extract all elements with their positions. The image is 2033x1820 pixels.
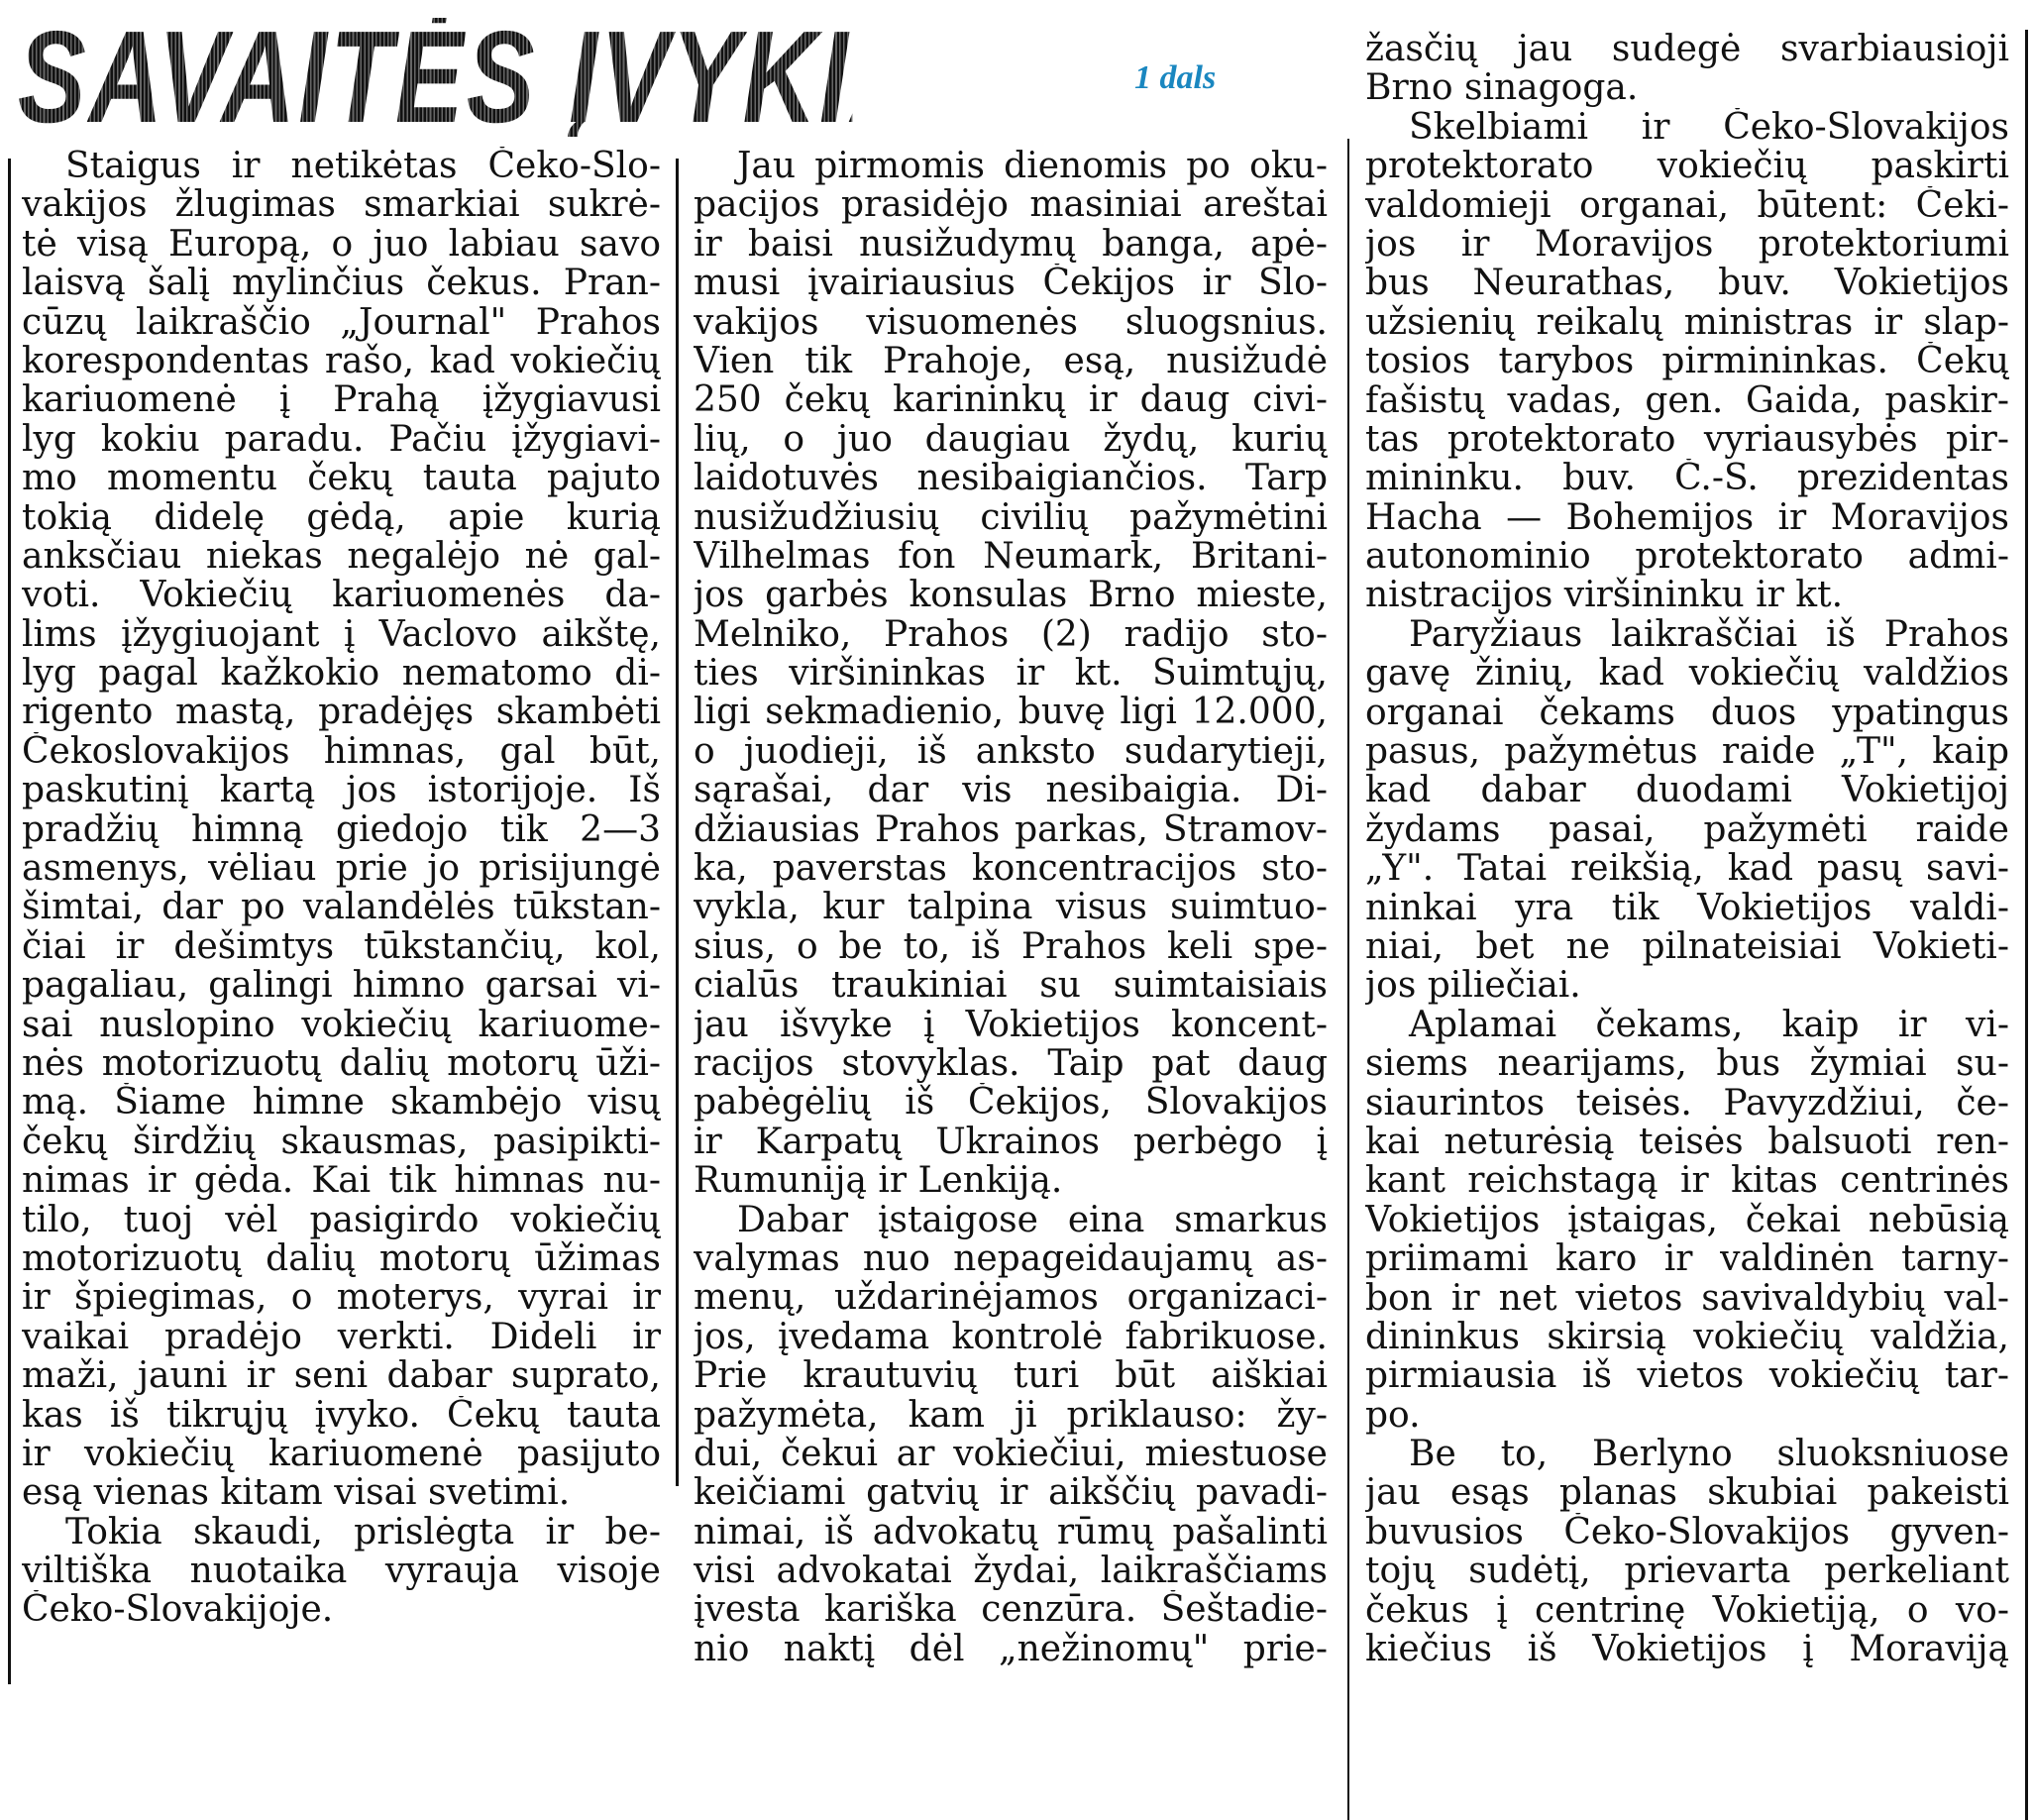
text-line: jau esąs planas skubiai pakeisti bbox=[1365, 1473, 2009, 1513]
text-line: sius, o be to, iš Prahos keli spe- bbox=[694, 926, 1328, 967]
text-line: motorizuotų dalių motorų ūžimas bbox=[22, 1238, 661, 1279]
text-line: paskutinį kartą jos istorijoje. Iš bbox=[22, 771, 661, 810]
text-line: Prie krautuvių turi būt aiškiai bbox=[694, 1356, 1328, 1396]
text-line: tė visą Europą, o juo labiau savo bbox=[22, 224, 661, 265]
text-line: Staigus ir netikėtas Čeko-Slo- bbox=[65, 147, 661, 186]
text-line: įvesta kariška cenzūra. Šeštadie- bbox=[694, 1590, 1328, 1630]
text-line: Čekoslovakijos himnas, gal būt, bbox=[22, 731, 661, 772]
text-line: čekus į centrinę Vokietiją, o vo- bbox=[1365, 1590, 2009, 1631]
article-column-1 bbox=[22, 147, 661, 1630]
text-line: Brno sinagoga. bbox=[1365, 68, 1639, 108]
text-line: organai čekams duos ypatingus bbox=[1365, 693, 2009, 733]
text-line: racijos stovyklas. Taip pat daug bbox=[694, 1043, 1328, 1084]
text-line: siaurintos teisės. Pavyzdžiui, če- bbox=[1365, 1083, 2009, 1123]
text-line: kiečius iš Vokietijos į Moraviją bbox=[1365, 1630, 2009, 1669]
column-rule-1 bbox=[676, 159, 679, 1486]
text-line: priimami karo ir valdinėn tarny- bbox=[1365, 1239, 2009, 1279]
article-column-3 bbox=[1365, 30, 2009, 1668]
text-line: musi įvairiausius Čekijos ir Slo- bbox=[694, 264, 1328, 303]
text-line: sąrašai, dar vis nesibaigia. Di- bbox=[694, 771, 1328, 810]
text-line: žydams pasai, pažymėti raide bbox=[1365, 809, 2009, 850]
text-line: buvusios Čeko-Slovakijos gyven- bbox=[1365, 1512, 2009, 1552]
text-line: ninkai yra tik Vokietijos valdi- bbox=[1365, 888, 2009, 927]
text-line: ir Karpatų Ukrainos perbėgo į bbox=[694, 1122, 1328, 1162]
text-line: rigento mastą, pradėjęs skambėti bbox=[22, 693, 661, 732]
text-line: Melniko, Prahos (2) radijo sto- bbox=[694, 614, 1328, 655]
part-label: 1 dals bbox=[1134, 59, 1217, 96]
text-line: Tokia skaudi, prislėgta ir be- bbox=[65, 1512, 661, 1552]
article-column-2 bbox=[694, 147, 1328, 1668]
text-line: jos ir Moravijos protektoriumi bbox=[1365, 224, 2009, 265]
text-line: maži, jauni ir seni dabar suprato, bbox=[22, 1356, 661, 1396]
text-line: fašistų vadas, gen. Gaida, paskir- bbox=[1365, 380, 2009, 420]
text-line: Hacha — Bohemijos ir Moravijos bbox=[1365, 497, 2009, 538]
text-line: pažymėta, kam ji priklauso: žy- bbox=[694, 1395, 1328, 1435]
text-line: tilo, tuoj vėl pasigirdo vokiečių bbox=[22, 1200, 661, 1239]
text-line: Be to, Berlyno sluoksniuose bbox=[1409, 1435, 2009, 1474]
text-line: sai nuslopino vokiečių kariuome- bbox=[22, 1005, 661, 1044]
text-line: kariuomenė į Prahą įžygiavusi bbox=[22, 380, 661, 420]
text-line: o juodieji, iš anksto sudarytieji, bbox=[694, 731, 1328, 772]
text-line: ir vokiečių kariuomenė pasijuto bbox=[22, 1434, 661, 1474]
text-line: dininkus skirsią vokiečių valdžia, bbox=[1365, 1317, 2009, 1357]
text-line: čekų širdžių skausmas, pasipikti- bbox=[22, 1122, 661, 1162]
text-line: užsienių reikalų ministras ir slap- bbox=[1365, 302, 2009, 343]
text-line: pacijos prasidėjo masiniai areštai bbox=[694, 185, 1328, 225]
text-line: lyg pagal kažkokio nematomo di- bbox=[22, 654, 661, 694]
text-line: lyg kokiu paradu. Pačiu įžygiavi- bbox=[22, 419, 661, 460]
text-line: lims įžygiuojant į Vaclovo aikštę, bbox=[22, 614, 661, 655]
text-line: jos piliečiai. bbox=[1365, 966, 1581, 1006]
text-line: pagaliau, galingi himno garsai vi- bbox=[22, 966, 661, 1006]
text-line: valymas nuo nepageidaujamų as- bbox=[694, 1238, 1328, 1279]
text-line: Jau pirmomis dienomis po oku- bbox=[737, 147, 1328, 186]
text-line: Skelbiami ir Čeko-Slovakijos bbox=[1409, 107, 2009, 148]
text-line: kai neturėsią teisės balsuoti ren- bbox=[1365, 1122, 2009, 1162]
text-line: tojų sudėtį, prievarta perkeliant bbox=[1365, 1552, 2009, 1591]
text-line: ligi sekmadienio, buvę ligi 12.000, bbox=[694, 693, 1328, 732]
text-line: gavę žinių, kad vokiečių valdžios bbox=[1365, 654, 2009, 694]
text-line: Rumuniją ir Lenkiją. bbox=[694, 1161, 1063, 1201]
text-line: Dabar įstaigose eina smarkus bbox=[737, 1200, 1328, 1239]
text-line: nimai, iš advokatų rūmų pašalinti bbox=[694, 1512, 1328, 1552]
text-line: niai, bet ne pilnateisiai Vokieti- bbox=[1365, 926, 2009, 967]
text-line: džiausias Prahos parkas, Stramov- bbox=[694, 809, 1328, 850]
text-line: viltiška nuotaika vyrauja visoje bbox=[22, 1552, 661, 1591]
text-line: voti. Vokiečių kariuomenės da- bbox=[22, 576, 661, 615]
text-line: Paryžiaus laikraščiai iš Prahos bbox=[1409, 614, 2009, 655]
text-line: korespondentas rašo, kad vokiečių bbox=[22, 341, 661, 381]
text-line: siems nearijams, bus žymiai su- bbox=[1365, 1044, 2009, 1084]
text-line: jos, įvedama kontrolė fabrikuose. bbox=[694, 1317, 1328, 1357]
text-line: 250 čekų karininkų ir daug civi- bbox=[694, 380, 1328, 420]
text-line: mininku. buv. Č.-S. prezidentas bbox=[1365, 459, 2009, 498]
text-line: keičiami gatvių ir aikščių pavadi- bbox=[694, 1473, 1328, 1513]
text-line: tas protektorato vyriausybės pir- bbox=[1365, 419, 2009, 460]
text-line: kad dabar duodami Vokietijoj bbox=[1365, 771, 2009, 810]
text-line: menų, uždarinėjamos organizaci- bbox=[694, 1278, 1328, 1318]
text-line: pirmiausia iš vietos vokiečių tar- bbox=[1365, 1356, 2009, 1396]
text-line: žasčių jau sudegė svarbiausioji bbox=[1365, 30, 2009, 69]
text-line: dui, čekui ar vokiečiui, miestuose bbox=[694, 1434, 1328, 1474]
text-line: nės motorizuotų dalių motorų ūži- bbox=[22, 1043, 661, 1084]
text-line: laidotuvės nesibaigiančios. Tarp bbox=[694, 459, 1328, 498]
text-line: pasus, pažymėtus raide „T", kaip bbox=[1365, 732, 2009, 772]
text-line: bus Neurathas, buv. Vokietijos bbox=[1365, 264, 2009, 303]
text-line: nio naktį dėl „nežinomų" prie- bbox=[694, 1629, 1328, 1669]
text-line: ties viršininkas ir kt. Suimtųjų, bbox=[694, 654, 1328, 694]
text-line: kas iš tikrųjų įvyko. Čekų tauta bbox=[22, 1395, 661, 1435]
text-line: bon ir net vietos savivaldybių val- bbox=[1365, 1278, 2009, 1318]
text-line: vakijos žlugimas smarkiai sukrė- bbox=[22, 185, 661, 225]
text-line: jau išvyke į Vokietijos koncent- bbox=[694, 1005, 1328, 1044]
text-line: Vilhelmas fon Neumark, Britani- bbox=[694, 536, 1328, 577]
text-line: mo momentu čekų tauta pajuto bbox=[22, 459, 661, 498]
text-line: vakijos visuomenės sluogsnius. bbox=[694, 302, 1328, 342]
text-line: nistracijos viršininku ir kt. bbox=[1365, 576, 1844, 615]
text-line: pabėgėlių iš Čekijos, Slovakijos bbox=[694, 1083, 1328, 1123]
text-line: protektorato vokiečių paskirti bbox=[1365, 147, 2009, 186]
text-line: kant reichstagą ir kitas centrinės bbox=[1365, 1161, 2009, 1201]
text-line: Aplamai čekams, kaip ir vi- bbox=[1409, 1005, 2009, 1045]
column-rule-left bbox=[8, 159, 11, 1684]
text-line: lių, o juo daugiau žydų, kurių bbox=[694, 419, 1328, 460]
text-line: ka, paverstas koncentracijos sto- bbox=[694, 849, 1328, 889]
headline: SAVAITĖS ĮVYKIAI bbox=[18, 4, 960, 150]
column-rule-right bbox=[2025, 30, 2028, 1820]
column-rule-2 bbox=[1347, 139, 1349, 1820]
text-line: „Y". Tatai reikšią, kad pasų savi- bbox=[1365, 849, 2009, 889]
text-line: po. bbox=[1365, 1395, 1421, 1436]
text-line: Čeko-Slovakijoje. bbox=[22, 1590, 334, 1630]
text-line: esą vienas kitam visai svetimi. bbox=[22, 1473, 571, 1513]
text-line: tokią didelę gėdą, apie kurią bbox=[22, 497, 661, 537]
text-line: asmenys, vėliau prie jo prisijungė bbox=[22, 849, 661, 889]
text-line: tosios tarybos pirmininkas. Čekų bbox=[1365, 342, 2009, 381]
text-line: valdomieji organai, būtent: Čeki- bbox=[1365, 185, 2009, 225]
text-line: pradžių himną giedojo tik 2—3 bbox=[22, 809, 661, 850]
text-line: Vien tik Prahoje, esą, nusižudė bbox=[694, 341, 1328, 381]
text-line: vaikai pradėjo verkti. Dideli ir bbox=[22, 1317, 661, 1357]
text-line: čiai ir dešimtys tūkstančių, kol, bbox=[22, 926, 661, 967]
text-line: šimtai, dar po valandėlės tūkstan- bbox=[22, 888, 661, 927]
text-line: anksčiau niekas negalėjo nė gal- bbox=[22, 536, 661, 577]
text-line: vykla, kur talpina visus suimtuo- bbox=[694, 888, 1328, 927]
text-line: cūzų laikraščio „Journal" Prahos bbox=[22, 302, 661, 342]
text-line: laisvą šalį mylinčius čekus. Pran- bbox=[22, 264, 661, 303]
text-line: cialūs traukiniai su suimtaisiais bbox=[694, 966, 1328, 1006]
text-line: visi advokatai žydai, laikraščiams bbox=[694, 1552, 1328, 1591]
text-line: mą. Šiame himne skambėjo visų bbox=[22, 1083, 661, 1123]
text-line: ir baisi nusižudymų banga, apė- bbox=[694, 224, 1328, 265]
text-line: nusižudžiusių civilių pažymėtini bbox=[694, 497, 1328, 537]
text-line: Vokietijos įstaigas, čekai nebūsią bbox=[1365, 1200, 2009, 1240]
text-line: jos garbės konsulas Brno mieste, bbox=[694, 576, 1328, 615]
text-line: ir špiegimas, o moterys, vyrai ir bbox=[22, 1278, 661, 1318]
text-line: autonominio protektorato admi- bbox=[1365, 537, 2009, 577]
text-line: nimas ir gėda. Kai tik himnas nu- bbox=[22, 1161, 661, 1201]
